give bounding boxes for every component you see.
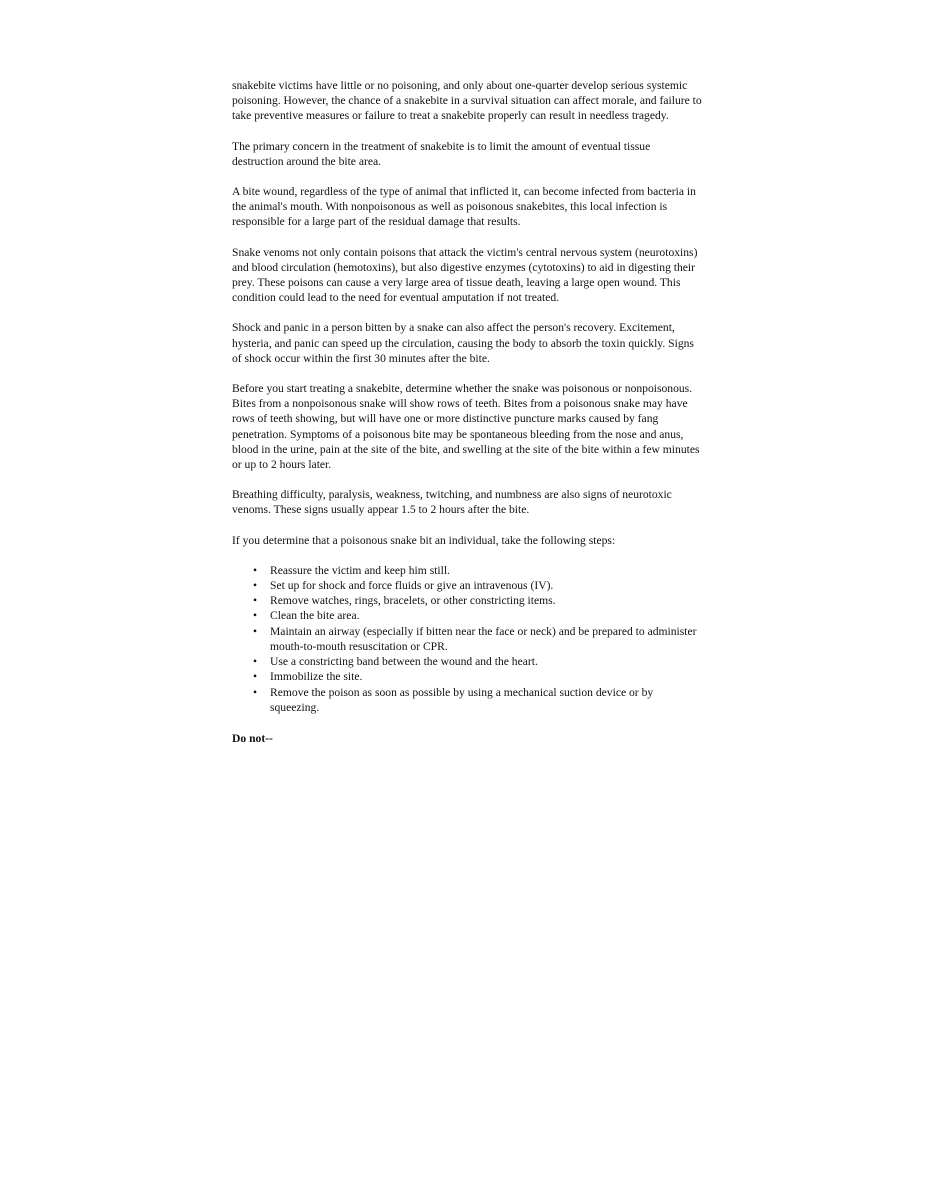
bullet-icon: • bbox=[253, 563, 258, 577]
list-item-text: Use a constricting band between the wound and the heart. bbox=[270, 655, 538, 669]
list-item bbox=[253, 593, 702, 608]
list-item-text: Immobilize the site. bbox=[270, 670, 363, 684]
list-item bbox=[253, 578, 702, 593]
paragraph-primary-concern: The primary concern in the treatment of snakebite is to limit the amount of eventual tissue destruction around the bite area. bbox=[232, 139, 651, 168]
list-item bbox=[253, 608, 702, 623]
paragraph-identify-snake: Before you start treating a snakebite, determine whether the snake was poisonous or nonpoisonous. Bites from a nonpoisonous snake will show rows of teeth. Bites from a poisonous snake may have rows of teeth showing, but will have one or more distinctive puncture marks caused by fang penetration. Symptoms of a poisonous bite may be spontaneous bleeding from the nose and anus, blood in the urine, pain at the site of the bite, and swelling at the site of the bite within a few minutes or up to 2 hours later. bbox=[232, 382, 700, 472]
bullet-icon: • bbox=[253, 670, 258, 684]
list-item-text: Reassure the victim and keep him still. bbox=[270, 563, 450, 577]
list-item-text: Remove watches, rings, bracelets, or other constricting items. bbox=[270, 594, 556, 608]
list-item-text: Maintain an airway (especially if bitten near the face or neck) and be prepared to administer mouth-to-mouth resuscitation or CPR. bbox=[270, 624, 697, 653]
do-not-heading: Do not-- bbox=[232, 731, 273, 745]
bullet-icon: • bbox=[253, 609, 258, 623]
paragraph-venoms: Snake venoms not only contain poisons that attack the victim's central nervous system (neurotoxins) and blood circulation (hemotoxins), but also digestive enzymes (cytotoxins) to aid in digesting their prey. These poisons can cause a very large area of tissue death, leaving a large open wound. This condition could lead to the need for eventual amputation if not treated. bbox=[232, 245, 698, 305]
list-item bbox=[253, 654, 702, 669]
list-item bbox=[253, 669, 702, 684]
list-item-text: Clean the bite area. bbox=[270, 609, 360, 623]
paragraph-steps-intro: If you determine that a poisonous snake bit an individual, take the following steps: bbox=[232, 533, 616, 547]
bullet-icon: • bbox=[253, 594, 258, 608]
list-item bbox=[253, 685, 702, 715]
paragraph-severity: snakebite victims have little or no poisoning, and only about one-quarter develop serious systemic poisoning. However, the chance of a snakebite in a survival situation can affect morale, and failure to take preventive measures or failure to treat a snakebite properly can result in needless tragedy. bbox=[232, 79, 702, 123]
treatment-steps-list bbox=[232, 563, 702, 715]
list-item-text: Set up for shock and force fluids or give an intravenous (IV). bbox=[270, 579, 554, 593]
bullet-icon: • bbox=[253, 685, 258, 699]
page-text-body bbox=[232, 78, 702, 761]
bullet-icon: • bbox=[253, 655, 258, 669]
paragraph-neurotoxic-signs: Breathing difficulty, paralysis, weakness, twitching, and numbness are also signs of neurotoxic venoms. These signs usually appear 1.5 to 2 hours after the bite. bbox=[232, 488, 672, 517]
list-item bbox=[253, 563, 702, 578]
paragraph-shock: Shock and panic in a person bitten by a snake can also affect the person's recovery. Excitement, hysteria, and panic can speed up the circulation, causing the body to absorb the toxin quickly. Signs of shock occur within the first 30 minutes after the bite. bbox=[232, 321, 694, 365]
paragraph-infection: A bite wound, regardless of the type of animal that inflicted it, can become infected from bacteria in the animal's mouth. With nonpoisonous as well as poisonous snakebites, this local infection is responsible for a large part of the residual damage that results. bbox=[232, 185, 696, 229]
bullet-icon: • bbox=[253, 579, 258, 593]
bullet-icon: • bbox=[253, 624, 258, 638]
list-item bbox=[253, 624, 702, 654]
list-item-text: Remove the poison as soon as possible by using a mechanical suction device or by squeezing. bbox=[270, 685, 654, 714]
